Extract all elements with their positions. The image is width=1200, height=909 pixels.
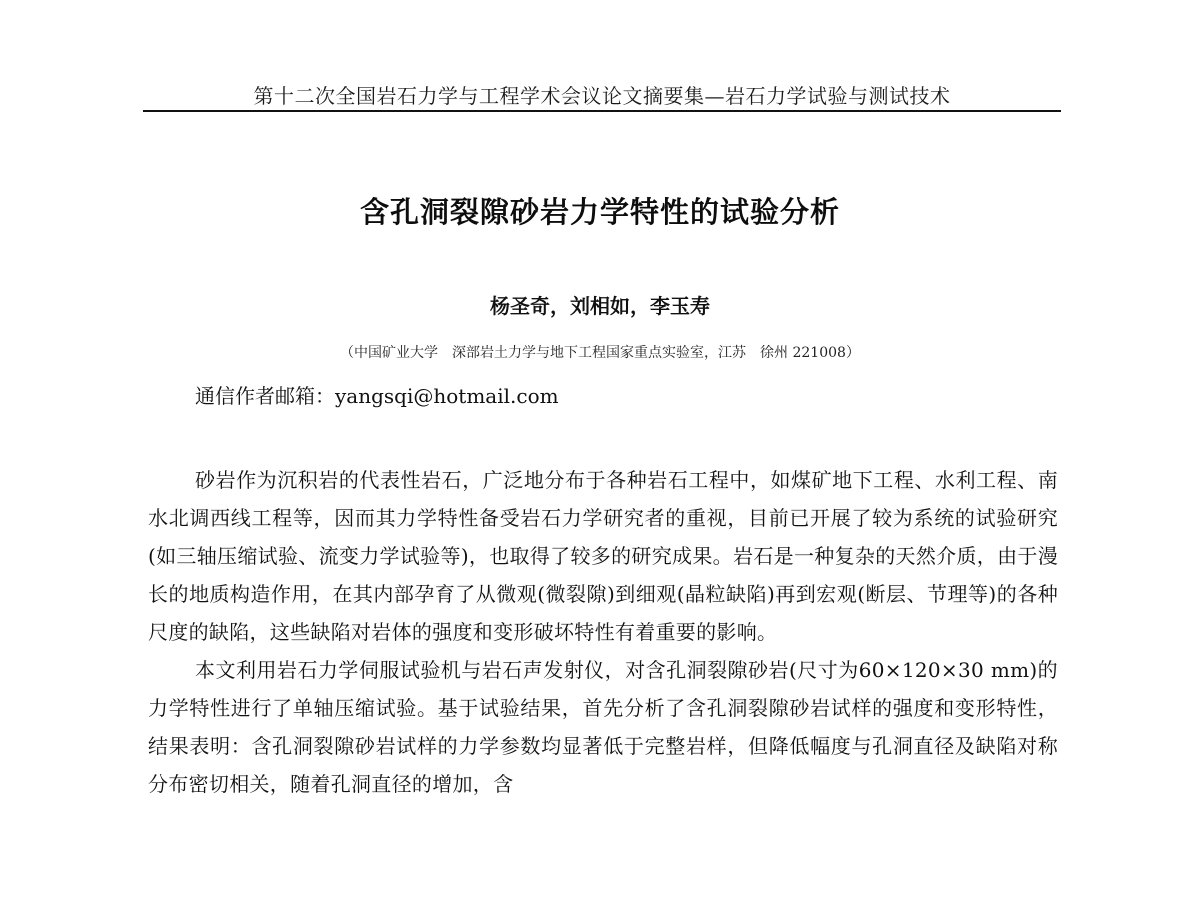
author-affiliation: （中国矿业大学 深部岩土力学与地下工程国家重点实验室，江苏 徐州 221008）: [340, 345, 860, 361]
email-address: yangsqi@hotmail.com: [335, 384, 559, 408]
abstract-body: [148, 461, 1058, 803]
abstract-paragraph-2: 本文利用岩石力学伺服试验机与岩石声发射仪，对含孔洞裂隙砂岩(尺寸为60×120×30 mm)的力学特性进行了单轴压缩试验。基于试验结果，首先分析了含孔洞裂隙砂岩试样的强度和变形特性，结果表明：含孔洞裂隙砂岩试样的力学参数均显著低于完整岩样，但降低幅度与孔洞直径及缺陷对称分布密切相关，随着孔洞直径的增加，含: [148, 658, 1058, 796]
abstract-paragraph-1: 砂岩作为沉积岩的代表性岩石，广泛地分布于各种岩石工程中，如煤矿地下工程、水利工程、南水北调西线工程等，因而其力学特性备受岩石力学研究者的重视，目前已开展了较为系统的试验研究(如三轴压缩试验、流变力学试验等)，也取得了较多的研究成果。岩石是一种复杂的天然介质，由于漫长的地质构造作用，在其内部孕育了从微观(微裂隙)到细观(晶粒缺陷)再到宏观(断层、节理等)的各种尺度的缺陷，这些缺陷对岩体的强度和变形破坏特性有着重要的影响。: [148, 468, 1058, 644]
email-label: 通信作者邮箱：: [195, 384, 335, 408]
corresponding-email: [195, 380, 559, 409]
author-list: 杨圣奇，刘相如，李玉寿: [490, 294, 710, 318]
running-header: 第十二次全国岩石力学与工程学术会议论文摘要集—岩石力学试验与测试技术: [253, 84, 951, 108]
header-rule: [143, 110, 1061, 112]
paper-title: 含孔洞裂隙砂岩力学特性的试验分析: [359, 195, 840, 229]
